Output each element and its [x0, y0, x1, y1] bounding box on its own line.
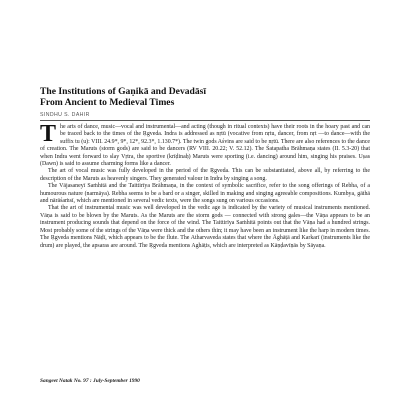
article-title-line-2: From Ancient to Medieval Times [40, 97, 175, 108]
journal-footer: Sangeet Natak No. 97 : July-September 1990 [40, 378, 140, 384]
paragraph-4: That the art of instrumental music was well developed in the vedic age is indicated by the variety of musical instruments mentioned. Vāṇa is said to be blown by the Maruts. As the Maruts are the storm gods — connected with strong gales—the Vāṇa appears to be an instrument producing sounds that depend on the force of the wind. The Taittirīya Saṁhitā points out that the Vāṇa had a hundred strings. Most probably some of the strings of the Vāṇa were thick and the others thin; it may have been an instrument like the harp in modern times. The Ṛgveda mentions Nāḍī, which appears to be the flute. The Atharvaveda states that where the Āghāṭā and Karkarī (instruments like the drum) are played, the apsaras are around. The Ṛgveda mentions Aghāṭis, which are interpreted as Kāṇḍavīṇās by Sāyaṇa. [40, 205, 370, 249]
title-divider [40, 120, 370, 121]
article-body [40, 121, 370, 250]
author-name: SINDHU S. DAHIR [40, 112, 90, 118]
article-title-line-1: The Institutions of Gaṇikā and Devadāsī [40, 86, 207, 97]
paragraph-1-text: he arts of dance, music—vocal and instrumental—and acting (though in ritual contexts) have their roots in the hoary past and can be traced back to the times of the Ṛgveda. Indra is addressed as nṛtū (vocative from nṛtu, dancer, from nṛt —to dance—with the suffix tu (u): VIII. 24.9*, 9*, 12*, 92.3*, 1.130.7*). The twin gods Aśvins are said to be nṛtū. There are also references to the dance of creation. The Maruts (storm gods) are said to be dancers (RV VIII. 20.22; V. 52.12). The Śatapatha Brāhmaṇa states (II. 5.3-20) that when Indra went forward to slay Vṛtra, the sportive (krīḍinaḥ) Maruts were sporting (i.e. dancing) around him, singing his praises. Uṣas (Dawn) is said to assume charming forms like a dancer. [40, 124, 370, 168]
article-title [40, 86, 370, 108]
paragraph-3: The Vājasaneyī Saṁhitā and the Taittirīya Brāhmaṇa, in the context of symbolic sacrifice, refer to the song offerings of Rebha, of a humourous nature (narmāya). Rebha seems to be a bard or a singer, skilled in making and singing agreeable compositions. Kumbya, gāthā and nārāśaṁsī, which are mentioned in several vedic texts, were the songs sung on various occasions. [40, 183, 370, 205]
paragraph-1 [40, 121, 370, 168]
drop-cap: T [40, 121, 57, 147]
paragraph-2: The art of vocal music was fully developed in the period of the Ṛgveda. This can be substantiated, above all, by referring to the description of the Maruts as heavenly singers. They generated valour in Indra by singing a song. [40, 168, 370, 182]
